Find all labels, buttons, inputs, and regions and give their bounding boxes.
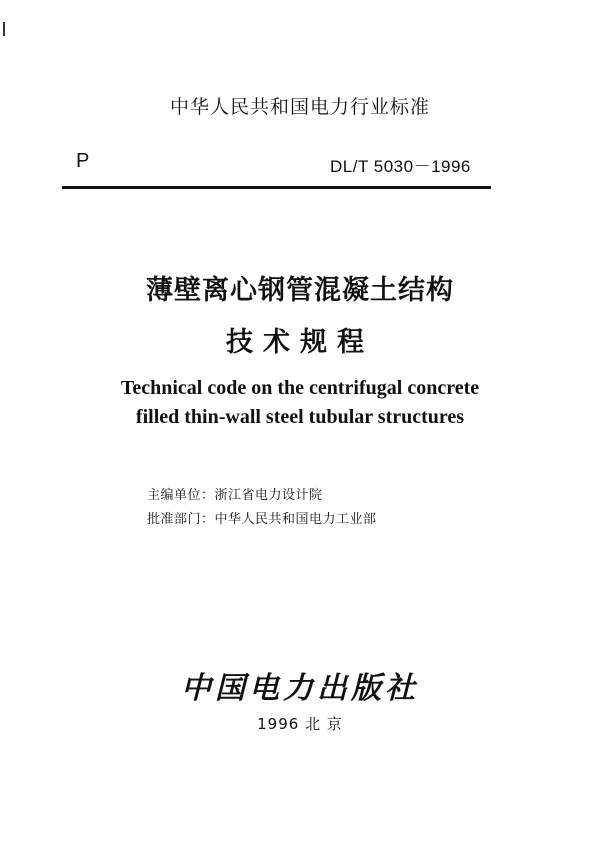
approving-department: 批准部门：中华人民共和国电力工业部 <box>147 512 377 527</box>
page-edge-mark <box>3 22 5 36</box>
english-title-line-2: filled thin-wall steel tubular structures <box>135 406 465 428</box>
chinese-title-line-2: 技术规程 <box>226 327 374 358</box>
chinese-title-line-1: 薄壁离心钢管混凝土结构 <box>146 275 454 306</box>
classification-letter: P <box>76 150 90 172</box>
publisher-name: 中国电力出版社 <box>181 671 419 706</box>
chief-editor-unit: 主编单位：浙江省电力设计院 <box>147 488 323 503</box>
english-title-line-1: Technical code on the centrifugal concrete <box>120 377 480 399</box>
industry-standard-heading: 中华人民共和国电力行业标准 <box>169 96 430 118</box>
publication-date-place: 1996 北 京 <box>257 715 343 733</box>
standard-number: DL/T 5030－1996 <box>330 157 471 176</box>
header-rule <box>62 186 491 189</box>
